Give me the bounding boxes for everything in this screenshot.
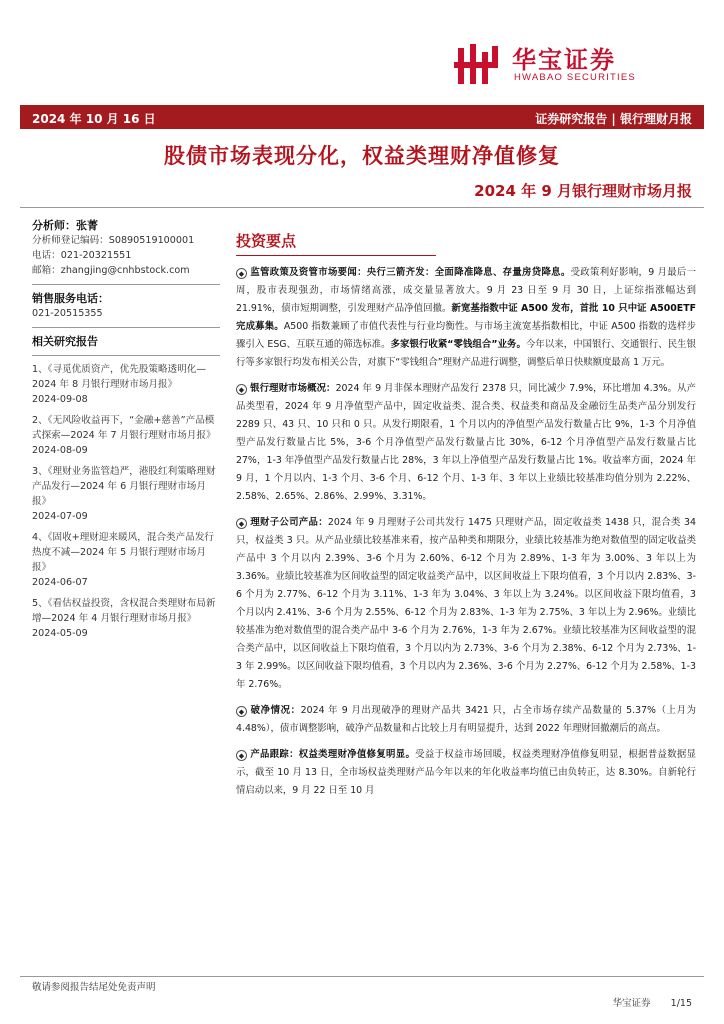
- related-report-date: 2024-09-08: [32, 394, 88, 405]
- paragraph-text: 2024 年 9 月出现破净的理财产品共 3421 只，占全市场存续产品数量的 5.37%（上月为 4.48%），债市调整影响，破净产品数量和占比较上月有明显提升，达到 2022 年理财回撤潮后的高点。: [236, 705, 696, 734]
- analyst-name: 分析师：张菁: [32, 219, 98, 232]
- footer-divider: [20, 976, 704, 977]
- analyst-phone: 电话：021-20321551: [32, 250, 132, 261]
- brand-logo-icon: [454, 42, 506, 88]
- analyst-cert: 分析师登记编码：S0890519100001: [32, 235, 195, 246]
- paragraph-heading: 产品跟踪：权益类理财净值修复明显。: [250, 749, 416, 760]
- paragraph-heading: 监管政策及资管市场要闻：央行三箭齐发：全面降准降息、存量房贷降息。: [250, 267, 571, 278]
- paragraph-text: 受政策利好影响，9 月最后一周，股市表现强劲，市场情绪高涨，成交量显著放大。9 月 23 日至 9 月 30 日，上证综指涨幅达到 21.91%，债市短期调整，引发理财产品净值回撤。: [236, 267, 696, 314]
- bullet-icon: ◆: [236, 518, 247, 529]
- page-subtitle: 2024 年 9 月银行理财市场月报: [474, 182, 692, 200]
- paragraph-text: 今年以来，中国银行、交通银行、民生银行等多家银行均发布相关公告，对旗下“零钱组合”理财产品进行调整，调整后单日快赎额度最高 1 万元。: [236, 339, 696, 368]
- header-bar: [20, 105, 704, 129]
- related-report-date: 2024-05-09: [32, 628, 88, 639]
- footer-company: 华宝证券: [612, 998, 651, 1009]
- related-report-text: 2、《无风险收益再下，“金融+慈善”产品模式探索—2024 年 7 月银行理财市场月报》: [32, 415, 216, 441]
- report-date: 2024 年 10 月 16 日: [32, 112, 156, 126]
- analyst-email[interactable]: 邮箱：zhangjing@cnhbstock.com: [32, 265, 190, 276]
- related-report-text: 5、《看估权益投资，含权混合类理财布局新增—2024 年 4 月银行理财市场月报》: [32, 598, 216, 624]
- paragraph-below-par: [236, 702, 696, 738]
- page-title: 股债市场表现分化，权益类理财净值修复: [164, 144, 560, 168]
- paragraph-market-overview: [236, 380, 696, 506]
- footer-right: [593, 995, 692, 1009]
- paragraph-heading: 破净情况：: [250, 705, 301, 716]
- section-heading: 投资要点: [236, 230, 436, 256]
- related-report-item[interactable]: [32, 464, 220, 524]
- paragraph-text: 2024 年 9 月非保本理财产品发行 2378 只，同比减少 7.9%，环比增加 4.3%。从产品类型看，2024 年 9 月净值型产品中，固定收益类、混合类、权益类和商品及金融衍生品类产品分别发行 2289 只、43 只、10 只和 0 只。从发行期限看，1 个月以内的净值型产品发行数量占比 9%，1-3 个月净值型产品发行数量占比 5%，3-6 个月净值型产品发行数量占比 30%，6-12 个月净值型产品发行数量占比 27%，1-3 年净值型产品发行数量占比 28%，3 年以上净值型产品发行数量占比 1%。收益率方面，2024 年 9 月，1 个月以内、1-3 个月、3-6 个月、6-12 个月、1-3 年、3 年以上业绩比较基准均值分别为 2.22%、2.58%、2.65%、2.86%、2.99%、3.31%。: [236, 383, 696, 502]
- paragraph-subsidiaries: [236, 514, 696, 694]
- divider: [32, 284, 220, 285]
- sales-label: 销售服务电话：: [32, 292, 109, 305]
- bullet-icon: ◆: [236, 750, 247, 761]
- related-report-text: 4、《固收+理财迎来暖风，混合类产品发行热度不减—2024 年 5 月银行理财市场月报》: [32, 532, 215, 573]
- related-reports-title: 相关研究报告: [32, 335, 98, 348]
- divider: [32, 327, 220, 328]
- related-report-item[interactable]: [32, 530, 220, 590]
- paragraph-regulation: [236, 264, 696, 372]
- sidebar: [32, 218, 220, 647]
- paragraph-highlight: 多家银行收紧“零钱组合”业务。: [390, 339, 526, 350]
- paragraph-text: 受益于权益市场回暖，权益类理财净值修复明显，根据普益数据显示，截至 10 月 13 日，全市场权益类理财产品今年以来的年化收益率均值已由负转正，达 8.30%。自新轮行情启动以来，9 月 22 日至 10 月: [236, 749, 696, 796]
- paragraph-product-tracking: [236, 746, 696, 800]
- bullet-icon: ◆: [236, 706, 247, 717]
- bullet-icon: ◆: [236, 384, 247, 395]
- sales-phone: 021-20515355: [32, 308, 103, 319]
- paragraph-heading: 银行理财市场概况：: [250, 383, 336, 394]
- related-report-text: 1、《寻觅优质资产，优先股策略透明化—2024 年 8 月银行理财市场月报》: [32, 364, 206, 390]
- divider: [32, 355, 220, 356]
- related-report-item[interactable]: [32, 413, 220, 458]
- related-report-item[interactable]: [32, 362, 220, 407]
- related-report-item[interactable]: [32, 596, 220, 641]
- paragraph-text: A500 指数兼顾了市值代表性与行业均衡性。与市场主流宽基指数相比，中证 A500 指数的选样步骤引入 ESG、互联互通的筛选标准。: [236, 321, 696, 350]
- footer-disclaimer: 敬请参阅报告结尾处免责声明: [32, 982, 156, 993]
- divider: [20, 207, 704, 208]
- related-report-date: 2024-06-07: [32, 577, 88, 588]
- brand-name-en: HWABAO SECURITIES: [514, 72, 636, 83]
- related-report-text: 3、《理财业务监管趋严，港股红利策略理财产品发行—2024 年 6 月银行理财市场月报》: [32, 466, 216, 507]
- bullet-icon: ◆: [236, 268, 247, 279]
- paragraph-text: 2024 年 9 月理财子公司共发行 1475 只理财产品，固定收益类 1438 只，混合类 34 只，权益类 3 只。从产品业绩比较基准来看，按产品种类和期限分，业绩比较基准为绝对数值型的固定收益类产品中 3 个月以内 2.39%、3-6 个月为 2.60%、6-12 个月为 2.89%、1-3 年为 3.00%、3 年以上为 3.36%。业绩比较基准为区间收益型的固定收益类产品中，以区间收益上下限均值看，3 个月以内 2.83%、3-6 个月为 2.77%、6-12 个月为 3.11%、1-3 年为 3.04%、3 年以上为 3.24%。以区间收益下限均值看，3 个月以内 2.41%、3-6 个月为 2.55%、6-12 个月为 2.83%、1-3 年为 2.75%、3 年以上为 2.96%。业绩比较基准为绝对数值型的混合类产品中 3-6 个月为 2.76%，1-3 年为 2.67%。业绩比较基准为区间收益型的混合类产品中，以区间收益上下限均值看，3 个月以内为 2.73%、3-6 个月为 2.38%、6-12 个月为 2.73%、1-3 年 2.99%。以区间收益下限均值看，3 个月以内为 2.36%、3-6 个月为 2.27%、6-12 个月为 2.58%、1-3 年 2.76%。: [236, 517, 696, 690]
- page-number: 1/15: [670, 998, 692, 1009]
- report-type: 证券研究报告 | 银行理财月报: [535, 112, 692, 126]
- brand-name-cn: 华宝证券: [512, 46, 616, 74]
- paragraph-heading: 理财子公司产品：: [250, 517, 328, 528]
- paragraph-highlight: 新宽基指数中证 A500 发布，首批 10 只中证 A500ETF 完成募集。: [236, 303, 696, 332]
- main-content: [236, 230, 696, 800]
- brand-logo: [454, 40, 694, 92]
- related-report-date: 2024-07-09: [32, 511, 88, 522]
- related-report-date: 2024-08-09: [32, 445, 88, 456]
